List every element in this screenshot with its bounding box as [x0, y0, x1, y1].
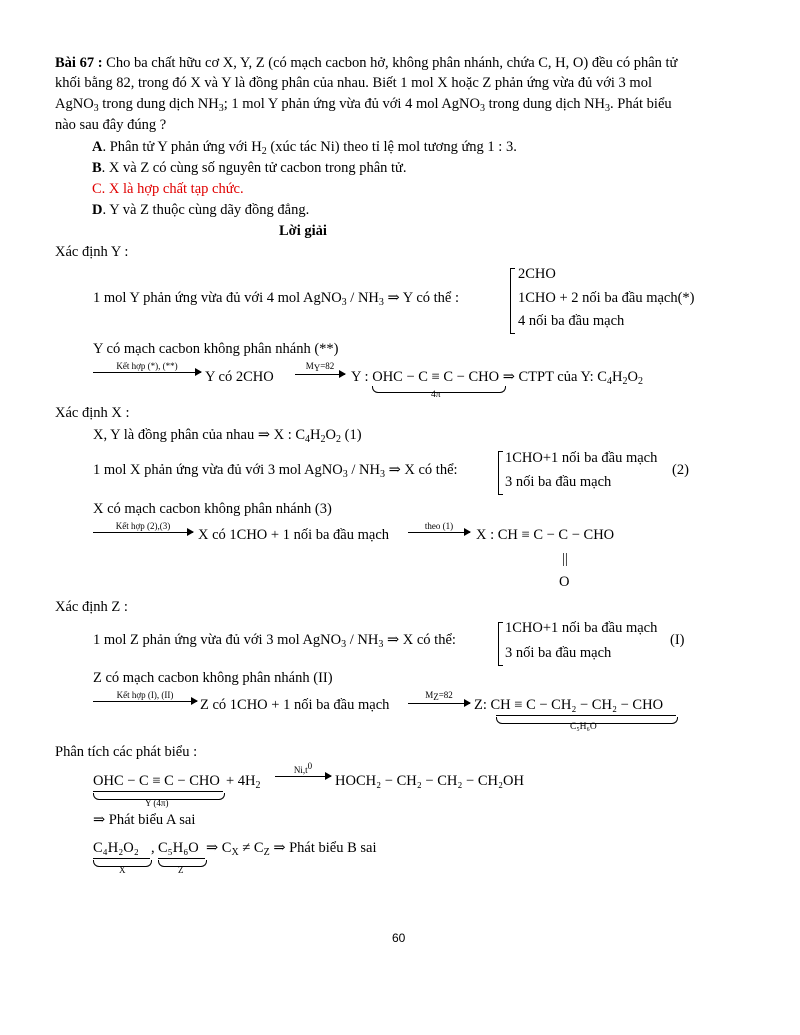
- z-heading: Xác định Z :: [55, 599, 128, 615]
- z-case-1: 1CHO+1 nối ba đầu mạch: [505, 620, 658, 636]
- conclusion-b-x: C₄H₂O₂: [93, 840, 139, 856]
- option-d: D. Y và Z thuộc cùng dãy đồng đẳng.: [92, 202, 310, 218]
- question-label: Bài 67 :: [55, 55, 103, 71]
- y-cases-bracket: [510, 268, 515, 334]
- x-formula-underline: [93, 858, 150, 859]
- analysis-eq-h2: + $4H_2$: [226, 773, 261, 791]
- z-cases-bracket: [498, 622, 503, 666]
- x-cases-bracket: [498, 451, 503, 495]
- question-line-1: [55, 55, 677, 72]
- y-mid-1: Y có 2CHO: [205, 369, 274, 385]
- x-case-tag: (2): [672, 462, 689, 478]
- y-heading: Xác định Y :: [55, 244, 129, 260]
- question-text: Cho ba chất hữu cơ X, Y, Z (có mạch cacbon hở, không phân nhánh, chứa C, H, O) đều có phân tử: [106, 55, 678, 71]
- z-formula-note-2: Z: [178, 865, 184, 875]
- x-line-2: 1 mol X phản ứng vừa đủ với 3 mol AgNO$_3$ / $NH_3$ ⇒ X có thể:: [93, 462, 458, 480]
- analysis-eq-note: Y (4π): [145, 798, 169, 808]
- x-double-bond: ||: [562, 551, 568, 567]
- conclusion-b-text: ⇒ $C_X \ne C_Z$ ⇒ Phát biểu B sai: [206, 840, 377, 858]
- x-oxygen: O: [559, 574, 570, 590]
- conclusion-a: ⇒ Phát biểu A sai: [93, 812, 196, 828]
- analysis-eq-right: HOCH₂ − CH₂ − CH₂ − CH₂OH: [335, 773, 524, 789]
- x-arrow-1: Kết hợp (2),(3): [93, 521, 193, 533]
- y-formula: OHC − C ≡ C − CHO: [372, 369, 500, 385]
- x-formula: X : CH ≡ C − C − CHO: [476, 527, 615, 543]
- z-formula-underline: [496, 715, 676, 716]
- z-case-tag: (I): [670, 632, 685, 648]
- z-line-2: Z có mạch cacbon không phân nhánh (II): [93, 670, 333, 686]
- y-reaction-line: 1 mol Y phản ứng vừa đủ với 4 mol AgNO$_3$ / $NH_3$ ⇒ Y có thể :: [93, 290, 460, 308]
- z-formula-note: C₅H₆O: [570, 722, 597, 732]
- z-case-2: 3 nối ba đầu mạch: [505, 645, 612, 661]
- x-line-3: X có mạch cacbon không phân nhánh (3): [93, 501, 332, 517]
- analysis-eq-left: OHC − C ≡ C − CHO: [93, 773, 220, 789]
- question-line-2: khối bằng 82, trong đó X và Y là đồng phân của nhau. Biết 1 mol X hoặc Z phản ứng vừa đủ với 3 mol: [55, 75, 652, 91]
- z-arrow-2: MZ=82: [408, 690, 470, 704]
- y-arrow-2: MY=82: [295, 361, 345, 375]
- y-formula-note: 4π: [431, 390, 441, 400]
- x-arrow-2: theo (1): [408, 521, 470, 533]
- y-arrow-1: Kết hợp (*), (**): [93, 361, 201, 373]
- x-case-1: 1CHO+1 nối ba đầu mạch: [505, 450, 658, 466]
- y-case-2: 1CHO + 2 nối ba đầu mạch(*): [518, 290, 695, 306]
- page-number: 60: [392, 931, 406, 945]
- z-formula-line: Z: CH ≡ C − CH₂ − CH₂ − CHO: [474, 697, 664, 713]
- x-case-2: 3 nối ba đầu mạch: [505, 474, 612, 490]
- z-formula-underline-2: [158, 858, 205, 859]
- option-a: A. Phân tử Y phản ứng với $H_2$ (xúc tác Ni) theo tỉ lệ mol tương ứng 1 : 3.: [92, 139, 517, 157]
- y-formula-line: Y : OHC − C ≡ C − CHO ⇒ CTPT của Y: $C_4H_2O_2$: [351, 369, 643, 387]
- conclusion-b-comma: ,: [151, 840, 155, 856]
- y-line-2: Y có mạch cacbon không phân nhánh (**): [93, 341, 339, 357]
- question-line-4: nào sau đây đúng ?: [55, 117, 167, 133]
- x-line-1: X, Y là đồng phân của nhau ⇒ X : $C_4H_2O_2$ (1): [93, 427, 362, 445]
- conclusion-b-z: C₅H₆O: [158, 840, 199, 856]
- analysis-heading: Phân tích các phát biểu :: [55, 744, 198, 760]
- y-case-1: 2CHO: [518, 266, 556, 282]
- y-case-3: 4 nối ba đầu mạch: [518, 313, 625, 329]
- option-c-correct: C. X là hợp chất tạp chức.: [92, 181, 244, 197]
- z-formula: CH ≡ C − CH₂ − CH₂ − CHO: [490, 697, 664, 713]
- analysis-eq-underline: [93, 791, 223, 792]
- z-arrow-1: Kết hợp (I), (II): [93, 690, 197, 702]
- x-formula-note: X: [119, 865, 126, 875]
- x-mid-1: X có 1CHO + 1 nối ba đầu mạch: [198, 527, 389, 543]
- solution-title: Lời giải: [279, 223, 327, 239]
- z-mid-1: Z có 1CHO + 1 nối ba đầu mạch: [200, 697, 390, 713]
- option-b: B. X và Z có cùng số nguyên tử cacbon trong phân tử.: [92, 160, 407, 176]
- question-line-3: AgNO$_3$ trong dung dịch $NH_3$; 1 mol Y phản ứng vừa đủ với 4 mol AgNO$_3$ trong dung dịch $NH_3$. Phát biểu: [55, 96, 672, 114]
- z-line-1: 1 mol Z phản ứng vừa đủ với 3 mol AgNO$_3$ / $NH_3$ ⇒ X có thể:: [93, 632, 456, 650]
- analysis-eq-arrow: $Ni,t^0$: [275, 765, 331, 777]
- x-heading: Xác định X :: [55, 405, 130, 421]
